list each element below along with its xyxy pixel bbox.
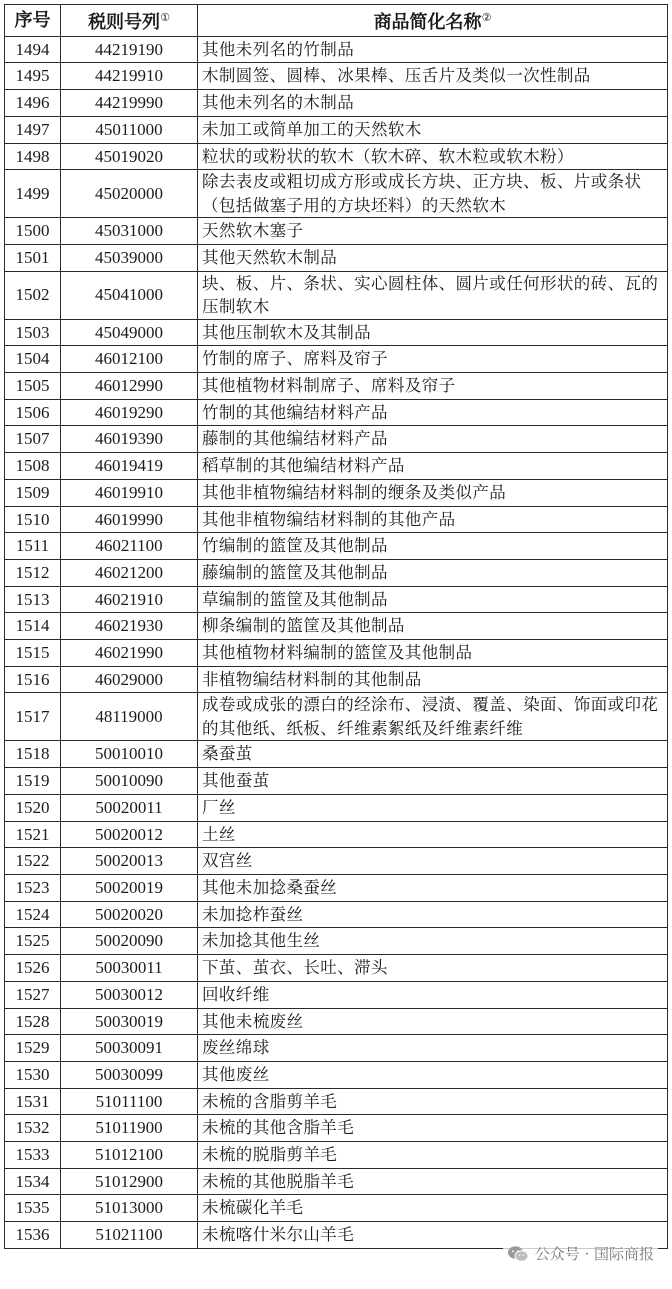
table-row (5, 346, 668, 373)
row-seq-cell: 1536 (5, 1222, 61, 1249)
row-code-cell: 50010010 (61, 741, 198, 768)
row-code-cell: 45011000 (61, 116, 198, 143)
row-code-cell: 50030019 (61, 1008, 198, 1035)
row-seq-cell: 1511 (5, 533, 61, 560)
row-name-cell: 其他压制软木及其制品 (198, 319, 668, 346)
row-seq-cell: 1519 (5, 768, 61, 795)
row-name-cell: 未梳碳化羊毛 (198, 1195, 668, 1222)
table-row (5, 1088, 668, 1115)
row-code-cell: 51012100 (61, 1142, 198, 1169)
row-name-cell: 废丝绵球 (198, 1035, 668, 1062)
row-seq-cell: 1500 (5, 218, 61, 245)
row-seq-cell: 1505 (5, 373, 61, 400)
row-code-cell: 50030012 (61, 981, 198, 1008)
row-name-cell: 其他植物材料编制的篮筐及其他制品 (198, 640, 668, 667)
row-code-cell: 46012990 (61, 373, 198, 400)
row-code-cell: 46021200 (61, 559, 198, 586)
row-code-cell: 45031000 (61, 218, 198, 245)
row-name-cell: 草编制的篮筐及其他制品 (198, 586, 668, 613)
table-row (5, 741, 668, 768)
row-seq-cell: 1529 (5, 1035, 61, 1062)
table-row (5, 90, 668, 117)
row-name-cell: 双宫丝 (198, 848, 668, 875)
row-seq-cell: 1522 (5, 848, 61, 875)
row-name-cell: 藤编制的篮筐及其他制品 (198, 559, 668, 586)
row-seq-cell: 1533 (5, 1142, 61, 1169)
footnote-marker: ② (481, 11, 492, 24)
row-name-cell: 未加工或简单加工的天然软木 (198, 116, 668, 143)
row-name-cell: 未梳的其他脱脂羊毛 (198, 1168, 668, 1195)
table-header-row (5, 5, 668, 37)
row-code-cell: 46029000 (61, 666, 198, 693)
row-code-cell: 45049000 (61, 319, 198, 346)
row-name-cell: 其他未列名的木制品 (198, 90, 668, 117)
row-seq-cell: 1506 (5, 399, 61, 426)
row-code-cell: 50010090 (61, 768, 198, 795)
row-code-cell: 50020020 (61, 901, 198, 928)
table-row (5, 319, 668, 346)
row-name-cell: 非植物编结材料制的其他制品 (198, 666, 668, 693)
row-code-cell: 46021910 (61, 586, 198, 613)
row-name-cell: 其他未列名的竹制品 (198, 36, 668, 63)
row-name-cell: 木制圆签、圆棒、冰果棒、压舌片及类似一次性制品 (198, 63, 668, 90)
table-row (5, 768, 668, 795)
table-row (5, 506, 668, 533)
row-seq-cell: 1512 (5, 559, 61, 586)
row-seq-cell: 1495 (5, 63, 61, 90)
table-row (5, 848, 668, 875)
table-row (5, 63, 668, 90)
row-seq-cell: 1503 (5, 319, 61, 346)
row-name-cell: 其他未加捻桑蚕丝 (198, 874, 668, 901)
header-name (198, 5, 668, 37)
row-seq-cell: 1507 (5, 426, 61, 453)
table-body (5, 36, 668, 1248)
row-code-cell: 51021100 (61, 1222, 198, 1249)
watermark (503, 1242, 658, 1265)
row-name-cell: 其他非植物编结材料制的缏条及类似产品 (198, 479, 668, 506)
row-seq-cell: 1513 (5, 586, 61, 613)
row-code-cell: 44219990 (61, 90, 198, 117)
table-row (5, 928, 668, 955)
table-row (5, 955, 668, 982)
table-row (5, 399, 668, 426)
row-code-cell: 46021100 (61, 533, 198, 560)
row-seq-cell: 1532 (5, 1115, 61, 1142)
row-code-cell: 46021930 (61, 613, 198, 640)
row-name-cell: 其他植物材料制席子、席料及帘子 (198, 373, 668, 400)
row-name-cell: 未梳的其他含脂羊毛 (198, 1115, 668, 1142)
row-seq-cell: 1526 (5, 955, 61, 982)
row-seq-cell: 1516 (5, 666, 61, 693)
row-name-cell: 成卷或成张的漂白的经涂布、浸渍、覆盖、染面、饰面或印花的其他纸、纸板、纤维素絮纸及纤维素纤维 (198, 693, 668, 741)
row-name-cell: 未加捻柞蚕丝 (198, 901, 668, 928)
table-row (5, 218, 668, 245)
row-name-cell: 未梳喀什米尔山羊毛 (198, 1222, 668, 1249)
row-name-cell: 竹制的席子、席料及帘子 (198, 346, 668, 373)
table-row (5, 1115, 668, 1142)
row-seq-cell: 1518 (5, 741, 61, 768)
row-name-cell: 块、板、片、条状、实心圆柱体、圆片或任何形状的砖、瓦的压制软木 (198, 271, 668, 319)
row-seq-cell: 1502 (5, 271, 61, 319)
row-code-cell: 46019910 (61, 479, 198, 506)
table-row (5, 613, 668, 640)
header-seq-label: 序号 (14, 9, 51, 31)
row-seq-cell: 1531 (5, 1088, 61, 1115)
row-seq-cell: 1528 (5, 1008, 61, 1035)
row-name-cell: 藤制的其他编结材料产品 (198, 426, 668, 453)
tariff-table (4, 4, 668, 1249)
table-row (5, 1142, 668, 1169)
row-code-cell: 50020011 (61, 794, 198, 821)
table-row (5, 1168, 668, 1195)
wechat-icon (507, 1245, 529, 1263)
table-row (5, 981, 668, 1008)
row-code-cell: 46021990 (61, 640, 198, 667)
row-name-cell: 其他未梳废丝 (198, 1008, 668, 1035)
row-seq-cell: 1498 (5, 143, 61, 170)
tariff-table-container (4, 4, 667, 1249)
row-code-cell: 46019990 (61, 506, 198, 533)
row-seq-cell: 1515 (5, 640, 61, 667)
row-code-cell: 45020000 (61, 170, 198, 218)
row-name-cell: 竹制的其他编结材料产品 (198, 399, 668, 426)
row-name-cell: 柳条编制的篮筐及其他制品 (198, 613, 668, 640)
row-code-cell: 45039000 (61, 244, 198, 271)
table-row (5, 901, 668, 928)
row-code-cell: 46012100 (61, 346, 198, 373)
row-seq-cell: 1496 (5, 90, 61, 117)
row-seq-cell: 1508 (5, 453, 61, 480)
row-seq-cell: 1499 (5, 170, 61, 218)
row-code-cell: 51011100 (61, 1088, 198, 1115)
row-seq-cell: 1520 (5, 794, 61, 821)
row-code-cell: 46019390 (61, 426, 198, 453)
row-code-cell: 50030099 (61, 1061, 198, 1088)
row-code-cell: 50030091 (61, 1035, 198, 1062)
row-seq-cell: 1534 (5, 1168, 61, 1195)
table-row (5, 794, 668, 821)
row-code-cell: 46019290 (61, 399, 198, 426)
table-row (5, 116, 668, 143)
row-code-cell: 50030011 (61, 955, 198, 982)
table-row (5, 1008, 668, 1035)
row-seq-cell: 1530 (5, 1061, 61, 1088)
table-row (5, 693, 668, 741)
row-seq-cell: 1510 (5, 506, 61, 533)
row-name-cell: 其他非植物编结材料制的其他产品 (198, 506, 668, 533)
row-code-cell: 50020013 (61, 848, 198, 875)
row-seq-cell: 1523 (5, 874, 61, 901)
row-name-cell: 回收纤维 (198, 981, 668, 1008)
footnote-marker: ① (160, 11, 170, 24)
row-name-cell: 桑蚕茧 (198, 741, 668, 768)
watermark-text: 公众号 · 国际商报 (534, 1245, 654, 1263)
row-seq-cell: 1501 (5, 244, 61, 271)
table-row (5, 453, 668, 480)
table-row (5, 533, 668, 560)
row-name-cell: 稻草制的其他编结材料产品 (198, 453, 668, 480)
table-row (5, 1061, 668, 1088)
row-name-cell: 厂丝 (198, 794, 668, 821)
table-row (5, 821, 668, 848)
row-name-cell: 其他废丝 (198, 1061, 668, 1088)
table-row (5, 271, 668, 319)
row-seq-cell: 1525 (5, 928, 61, 955)
row-code-cell: 44219910 (61, 63, 198, 90)
row-seq-cell: 1494 (5, 36, 61, 63)
row-code-cell: 51011900 (61, 1115, 198, 1142)
table-row (5, 373, 668, 400)
header-code-label: 税则号列 (88, 12, 161, 33)
row-code-cell: 46019419 (61, 453, 198, 480)
row-seq-cell: 1521 (5, 821, 61, 848)
table-row (5, 640, 668, 667)
header-name-label: 商品简化名称 (373, 12, 482, 33)
row-name-cell: 除去表皮或粗切成方形或成长方块、正方块、板、片或条状（包括做塞子用的方块坯料）的天然软木 (198, 170, 668, 218)
row-code-cell: 51012900 (61, 1168, 198, 1195)
table-row (5, 874, 668, 901)
row-name-cell: 天然软木塞子 (198, 218, 668, 245)
table-row (5, 1195, 668, 1222)
table-row (5, 36, 668, 63)
row-name-cell: 其他天然软木制品 (198, 244, 668, 271)
row-code-cell: 50020019 (61, 874, 198, 901)
table-row (5, 143, 668, 170)
table-row (5, 666, 668, 693)
row-seq-cell: 1504 (5, 346, 61, 373)
row-code-cell: 44219190 (61, 36, 198, 63)
table-row (5, 170, 668, 218)
row-name-cell: 未加捻其他生丝 (198, 928, 668, 955)
header-seq (5, 5, 61, 37)
row-name-cell: 土丝 (198, 821, 668, 848)
row-name-cell: 未梳的脱脂剪羊毛 (198, 1142, 668, 1169)
row-seq-cell: 1524 (5, 901, 61, 928)
row-code-cell: 45041000 (61, 271, 198, 319)
table-row (5, 559, 668, 586)
row-code-cell: 45019020 (61, 143, 198, 170)
row-seq-cell: 1527 (5, 981, 61, 1008)
table-row (5, 586, 668, 613)
row-code-cell: 50020012 (61, 821, 198, 848)
row-seq-cell: 1509 (5, 479, 61, 506)
table-row (5, 1035, 668, 1062)
row-name-cell: 粒状的或粉状的软木（软木碎、软木粒或软木粉） (198, 143, 668, 170)
row-seq-cell: 1497 (5, 116, 61, 143)
row-name-cell: 未梳的含脂剪羊毛 (198, 1088, 668, 1115)
row-seq-cell: 1514 (5, 613, 61, 640)
table-row (5, 244, 668, 271)
row-seq-cell: 1517 (5, 693, 61, 741)
row-name-cell: 其他蚕茧 (198, 768, 668, 795)
header-code (61, 5, 198, 37)
row-seq-cell: 1535 (5, 1195, 61, 1222)
row-code-cell: 50020090 (61, 928, 198, 955)
row-code-cell: 51013000 (61, 1195, 198, 1222)
table-row (5, 479, 668, 506)
row-name-cell: 竹编制的篮筐及其他制品 (198, 533, 668, 560)
row-code-cell: 48119000 (61, 693, 198, 741)
table-row (5, 426, 668, 453)
row-name-cell: 下茧、茧衣、长吐、滞头 (198, 955, 668, 982)
